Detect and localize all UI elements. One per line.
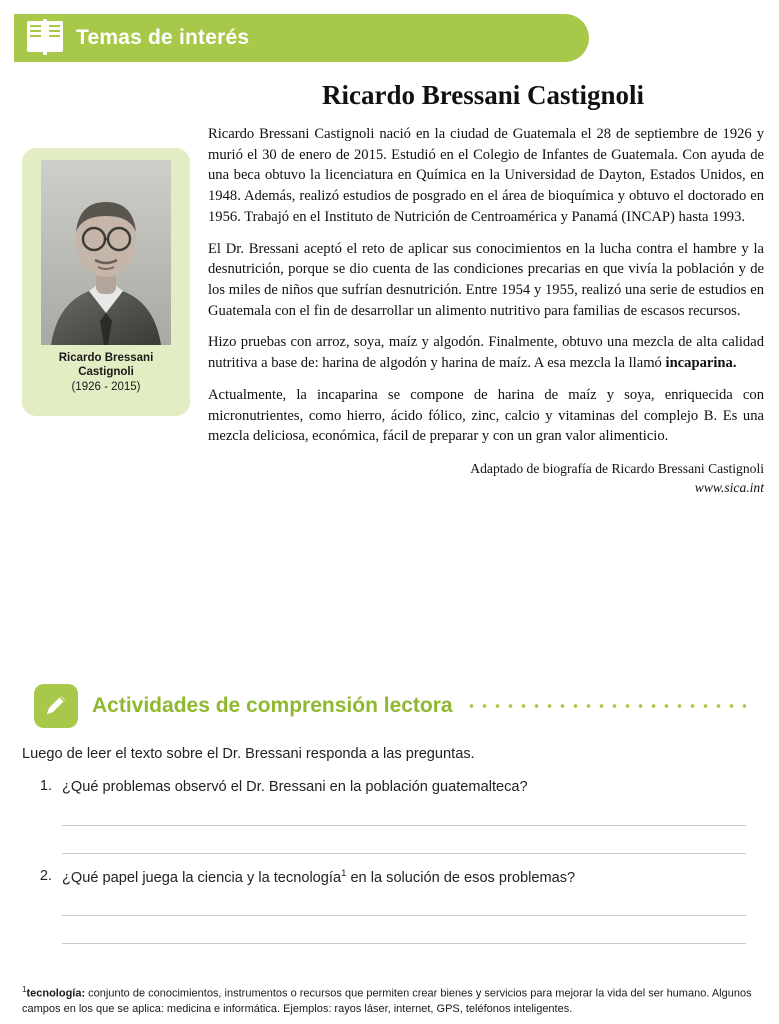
answer-line-1a[interactable] <box>62 825 746 826</box>
questions-list <box>22 778 746 948</box>
answer-line-1b[interactable] <box>62 853 746 854</box>
paragraph-1: Ricardo Bressani Castignoli nació en la ciudad de Guatemala el 28 de septiembre de 1926 y murió el 30 de enero de 2015. Estudió en el Colegio de Infantes de Guatemala. Con ayuda de una beca obtuvo la licenciatura en Química en la Universidad de Dayton, Estados Unidos, en 1948. Además, realizó estudios de posgrado en el área de bioquímica y obtuvo el doctorado en 1956. Trabajó en el Instituto de Nutrición de Centroamérica y Panamá (INCAP) hasta 1993. <box>208 126 764 225</box>
activities-instruction: Luego de leer el texto sobre el Dr. Bressani responda a las preguntas. <box>22 746 475 762</box>
activities-title: Actividades de comprensión lectora <box>92 694 453 717</box>
open-book-icon <box>14 14 76 62</box>
pencil-icon <box>34 684 78 728</box>
portrait-card <box>22 148 190 416</box>
source-text: Adaptado de biografía de Ricardo Bressani Castignoli <box>470 461 764 477</box>
paragraph-2: El Dr. Bressani aceptó el reto de aplicar sus conocimientos en la lucha contra el hambre y la desnutrición, porque se dio cuenta de las condiciones precarias en que vivía la población y de los miles de niños que sufrían desnutrición. Entre 1954 y 1955, realizó una serie de estudios en Guatemala con el fin de desarrollar un alimento nutritivo para familias de escasos recursos. <box>208 240 764 319</box>
paragraph-4: Actualmente, la incaparina se compone de harina de maíz y soya, enriquecida con micronutrientes, como hierro, ácido fólico, zinc, calcio y vitaminas del complejo B. Es una mezcla deliciosa, económica, fácil de preparar y con un gran valor alimenticio. <box>208 386 764 445</box>
footnote-marker: 1 <box>22 985 27 994</box>
page-title: Ricardo Bressani Castignoli <box>321 80 645 110</box>
banner-title: Temas de interés <box>76 26 250 49</box>
dotted-divider <box>465 703 746 709</box>
question-item-2 <box>22 868 746 945</box>
question-text-1: ¿Qué problemas observó el Dr. Bressani en la población guatemalteca? <box>62 779 528 795</box>
question-text-2 <box>62 868 746 889</box>
article-source <box>208 459 764 498</box>
footnote-marker-ref: 1 <box>341 867 347 879</box>
question-item-1 <box>22 778 746 854</box>
portrait-photo <box>41 160 171 345</box>
paragraph-3 <box>208 332 764 373</box>
paragraph-3-highlight: incaparina. <box>665 355 737 372</box>
question-number-1: 1. <box>39 778 52 794</box>
question-text-2-main: ¿Qué papel juega la ciencia y la tecnología <box>62 869 342 886</box>
footnote-term: tecnología: <box>26 987 86 1000</box>
question-text-2-tail: en la solución de esos problemas? <box>346 869 576 886</box>
portrait-caption <box>30 351 182 380</box>
footnote <box>22 985 762 1016</box>
portrait-caption-line2: Castignoli <box>78 366 134 379</box>
activities-header <box>34 684 746 728</box>
section-banner-temas-de-interes <box>14 14 589 62</box>
answer-line-2a[interactable] <box>62 915 746 916</box>
paragraph-3-text: Hizo pruebas con arroz, soya, maíz y algodón. Finalmente, obtuvo una mezcla de alta calidad nutritiva a base de: harina de algodón y harina de maíz. A esa mezcla la llamó <box>208 334 764 372</box>
portrait-years: (1926 - 2015) <box>71 380 141 393</box>
article-body <box>208 124 764 498</box>
footnote-text: conjunto de conocimientos, instrumentos o recursos que permiten crear bienes y servicios para mejorar la vida del ser humano. Algunos campos en los que se aplica: medicina e informática. Ejemplos: rayos láser, internet, GPS, teléfonos inteligentes. <box>22 987 752 1015</box>
source-url: www.sica.int <box>694 480 764 496</box>
answer-line-2b[interactable] <box>62 943 746 944</box>
question-number-2: 2. <box>39 867 52 884</box>
portrait-caption-line1: Ricardo Bressani <box>58 352 154 364</box>
